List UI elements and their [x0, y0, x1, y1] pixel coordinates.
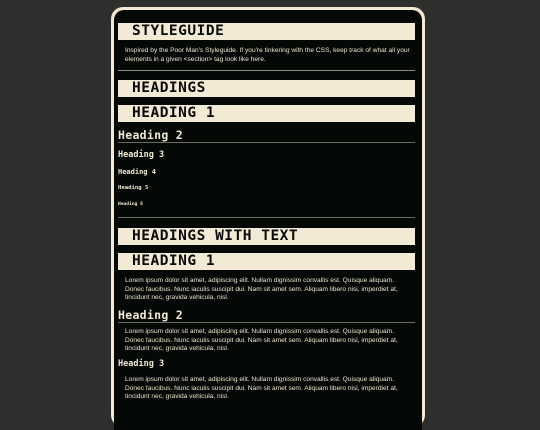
heading-1-with-text: HEADING 1 — [118, 253, 415, 270]
section-divider — [118, 70, 415, 71]
heading-1-sample: HEADING 1 — [118, 105, 415, 122]
styleguide-intro: Inspired by the Poor Man's Styleguide. If you're tinkering with the CSS, keep track of what all your elements in a given <section> tag look like here. — [125, 47, 410, 63]
lorem-paragraph: Lorem ipsum dolor sit amet, adipiscing elit. Nullam dignissim convallis est. Quisque aliquam. Donec faucibus. Nunc iaculis suscipit dui. Nam sit amet sem. Aliquam libero nisi, imperdiet at, tincidunt nec, gravida vehicula, nisl. — [125, 376, 398, 401]
styleguide-title: STYLEGUIDE — [118, 23, 415, 40]
heading-3-sample: Heading 3 — [118, 150, 165, 160]
heading-2-underline — [118, 322, 415, 323]
headings-section-title: HEADINGS — [118, 80, 415, 97]
heading-2-sample: Heading 2 — [118, 128, 184, 142]
heading-6-sample: Heading 6 — [118, 202, 143, 207]
heading-4-sample: Heading 4 — [118, 168, 156, 176]
heading-2-underline — [118, 142, 415, 143]
lorem-paragraph: Lorem ipsum dolor sit amet, adipiscing elit. Nullam dignissim convallis est. Quisque aliquam. Donec faucibus. Nunc iaculis suscipit dui. Nam sit amet sem. Aliquam libero nisi, imperdiet at, tincidunt nec, gravida vehicula, nisl. — [125, 328, 398, 353]
section-divider — [118, 217, 415, 218]
lorem-paragraph: Lorem ipsum dolor sit amet, adipiscing elit. Nullam dignissim convallis est. Quisque aliquam. Donec faucibus. Nunc iaculis suscipit dui. Nam sit amet sem. Aliquam libero nisi, imperdiet at, tincidunt nec, gravida vehicula, nisl. — [125, 277, 398, 302]
headings-with-text-title: HEADINGS WITH TEXT — [118, 228, 415, 245]
styleguide-page[interactable] — [114, 10, 422, 430]
heading-3-with-text: Heading 3 — [118, 359, 165, 369]
heading-2-with-text: Heading 2 — [118, 308, 184, 322]
heading-5-sample: Heading 5 — [118, 185, 149, 191]
